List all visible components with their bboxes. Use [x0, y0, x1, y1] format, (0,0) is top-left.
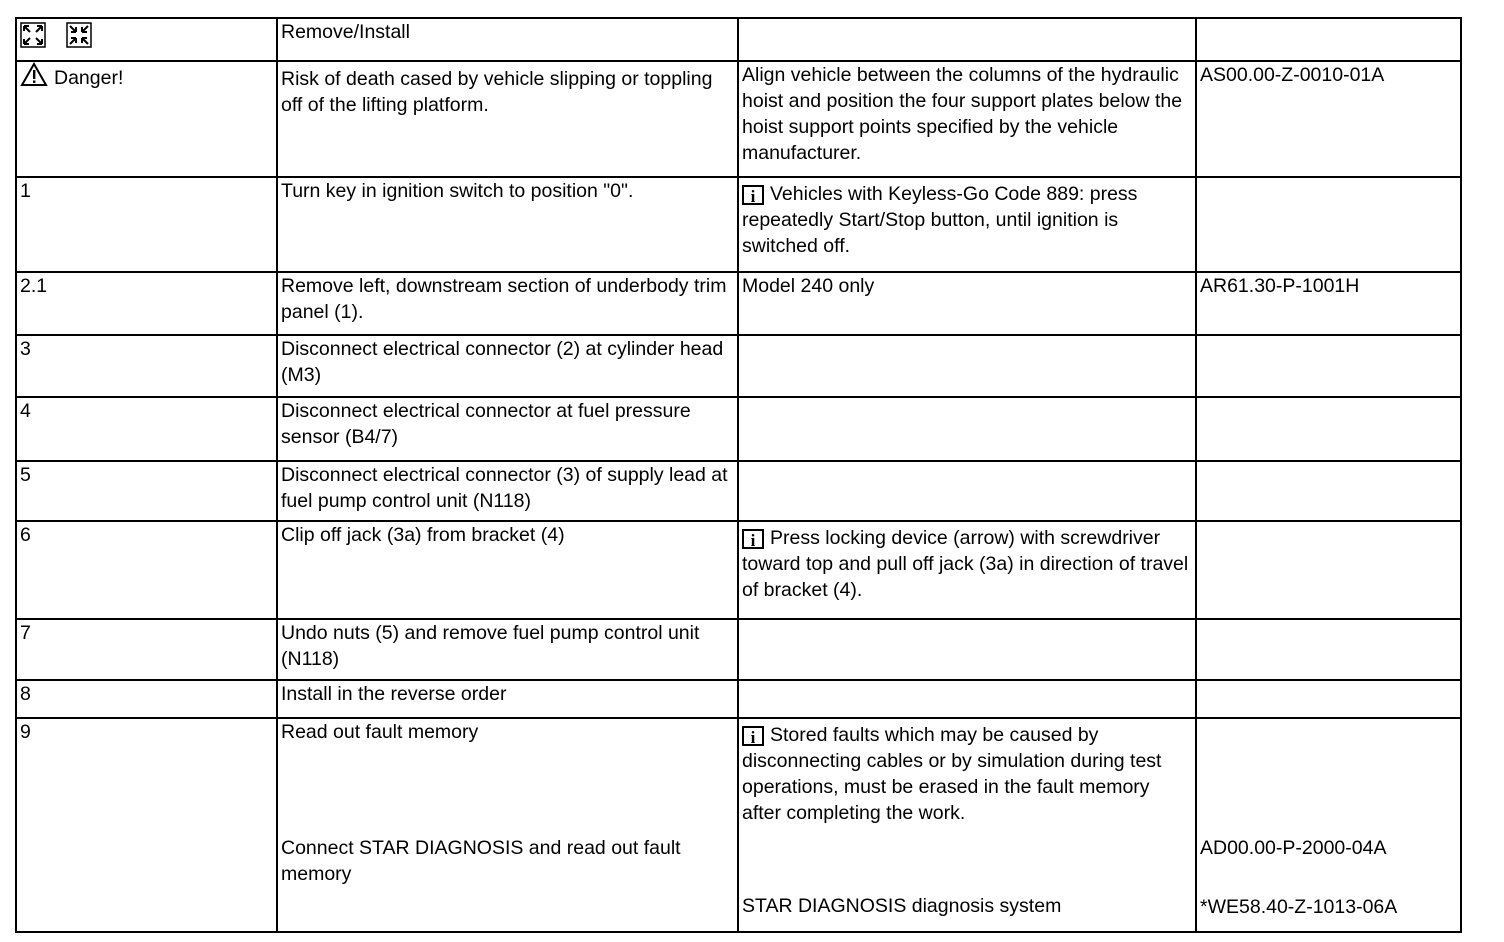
header-title: Remove/Install — [277, 18, 738, 61]
step-tool-text: STAR DIAGNOSIS diagnosis system — [742, 895, 1062, 917]
step-number: 6 — [16, 521, 277, 619]
step-number: 2.1 — [16, 272, 277, 335]
step-note-text: Press locking device (arrow) with screwdriver toward top and pull off jack (3a) in direction of travel of bracket (4). — [742, 527, 1189, 601]
step-action: Remove left, downstream section of underbody trim panel (1). — [277, 272, 738, 335]
step-note — [738, 680, 1196, 718]
step-action: Disconnect electrical connector at fuel pressure sensor (B4/7) — [277, 397, 738, 461]
danger-measure: Align vehicle between the columns of the hydraulic hoist and position the four support plates below the hoist support points specified by the vehicle manufacturer. — [738, 61, 1196, 177]
step-number: 4 — [16, 397, 277, 461]
step-number: 7 — [16, 619, 277, 680]
step-note — [738, 619, 1196, 680]
header-empty-cell — [738, 18, 1196, 61]
table-row — [16, 335, 1461, 397]
warning-triangle-icon — [20, 62, 48, 94]
step-action: Disconnect electrical connector (2) at cylinder head (M3) — [277, 335, 738, 397]
step-ref — [1196, 521, 1461, 619]
step-ref — [1196, 335, 1461, 397]
step-action — [277, 718, 738, 932]
table-row — [16, 619, 1461, 680]
step-note — [738, 397, 1196, 461]
step-action: Turn key in ignition switch to position "0". — [277, 177, 738, 272]
step-note: Model 240 only — [738, 272, 1196, 335]
danger-row — [16, 61, 1461, 177]
step-action: Disconnect electrical connector (3) of supply lead at fuel pump control unit (N118) — [277, 461, 738, 521]
step-note — [738, 177, 1196, 272]
danger-ref-link[interactable]: AS00.00-Z-0010-01A — [1196, 61, 1461, 177]
step-number: 5 — [16, 461, 277, 521]
table-row — [16, 461, 1461, 521]
step-ref — [1196, 680, 1461, 718]
step-note — [738, 521, 1196, 619]
step-ref — [1196, 619, 1461, 680]
step-note — [738, 461, 1196, 521]
header-empty-cell — [1196, 18, 1461, 61]
step-action: Undo nuts (5) and remove fuel pump control unit (N118) — [277, 619, 738, 680]
step-ref — [1196, 397, 1461, 461]
step-note — [738, 335, 1196, 397]
table-row — [16, 272, 1461, 335]
step-note-text: Stored faults which may be caused by disconnecting cables or by simulation during test operations, must be erased in the fault memory after completing the work. — [742, 724, 1162, 824]
info-icon: i — [742, 726, 764, 746]
expand-icon[interactable] — [20, 22, 46, 48]
step-number: 8 — [16, 680, 277, 718]
table-header-row — [16, 18, 1461, 61]
step-number: 3 — [16, 335, 277, 397]
header-icon-cell — [16, 18, 277, 61]
step-note-text: Vehicles with Keyless-Go Code 889: press repeatedly Start/Stop button, until ignition is switched off. — [742, 183, 1138, 257]
step-number: 9 — [16, 718, 277, 932]
table-row — [16, 397, 1461, 461]
step-note — [738, 718, 1196, 932]
danger-label-cell — [16, 61, 277, 177]
step-tool-ref-link[interactable]: *WE58.40-Z-1013-06A — [1200, 896, 1398, 918]
danger-label: Danger! — [54, 67, 124, 89]
table-row — [16, 177, 1461, 272]
step-action: Install in the reverse order — [277, 680, 738, 718]
step-ref — [1196, 177, 1461, 272]
step-ref-link[interactable]: AD00.00-P-2000-04A — [1200, 837, 1387, 859]
info-icon: i — [742, 185, 764, 205]
step-number: 1 — [16, 177, 277, 272]
step-action-sub-text: Connect STAR DIAGNOSIS and read out fault memory — [281, 837, 681, 885]
step-action: Clip off jack (3a) from bracket (4) — [277, 521, 738, 619]
table-row — [16, 680, 1461, 718]
info-icon: i — [742, 529, 764, 549]
table-row — [16, 718, 1461, 932]
step-ref — [1196, 718, 1461, 932]
step-ref-link[interactable]: AR61.30-P-1001H — [1196, 272, 1461, 335]
step-action-text: Read out fault memory — [281, 721, 479, 743]
table-row — [16, 521, 1461, 619]
procedure-table — [15, 17, 1462, 933]
collapse-icon[interactable] — [66, 22, 92, 48]
step-ref — [1196, 461, 1461, 521]
danger-risk: Risk of death cased by vehicle slipping or toppling off of the lifting platform. — [277, 61, 738, 177]
